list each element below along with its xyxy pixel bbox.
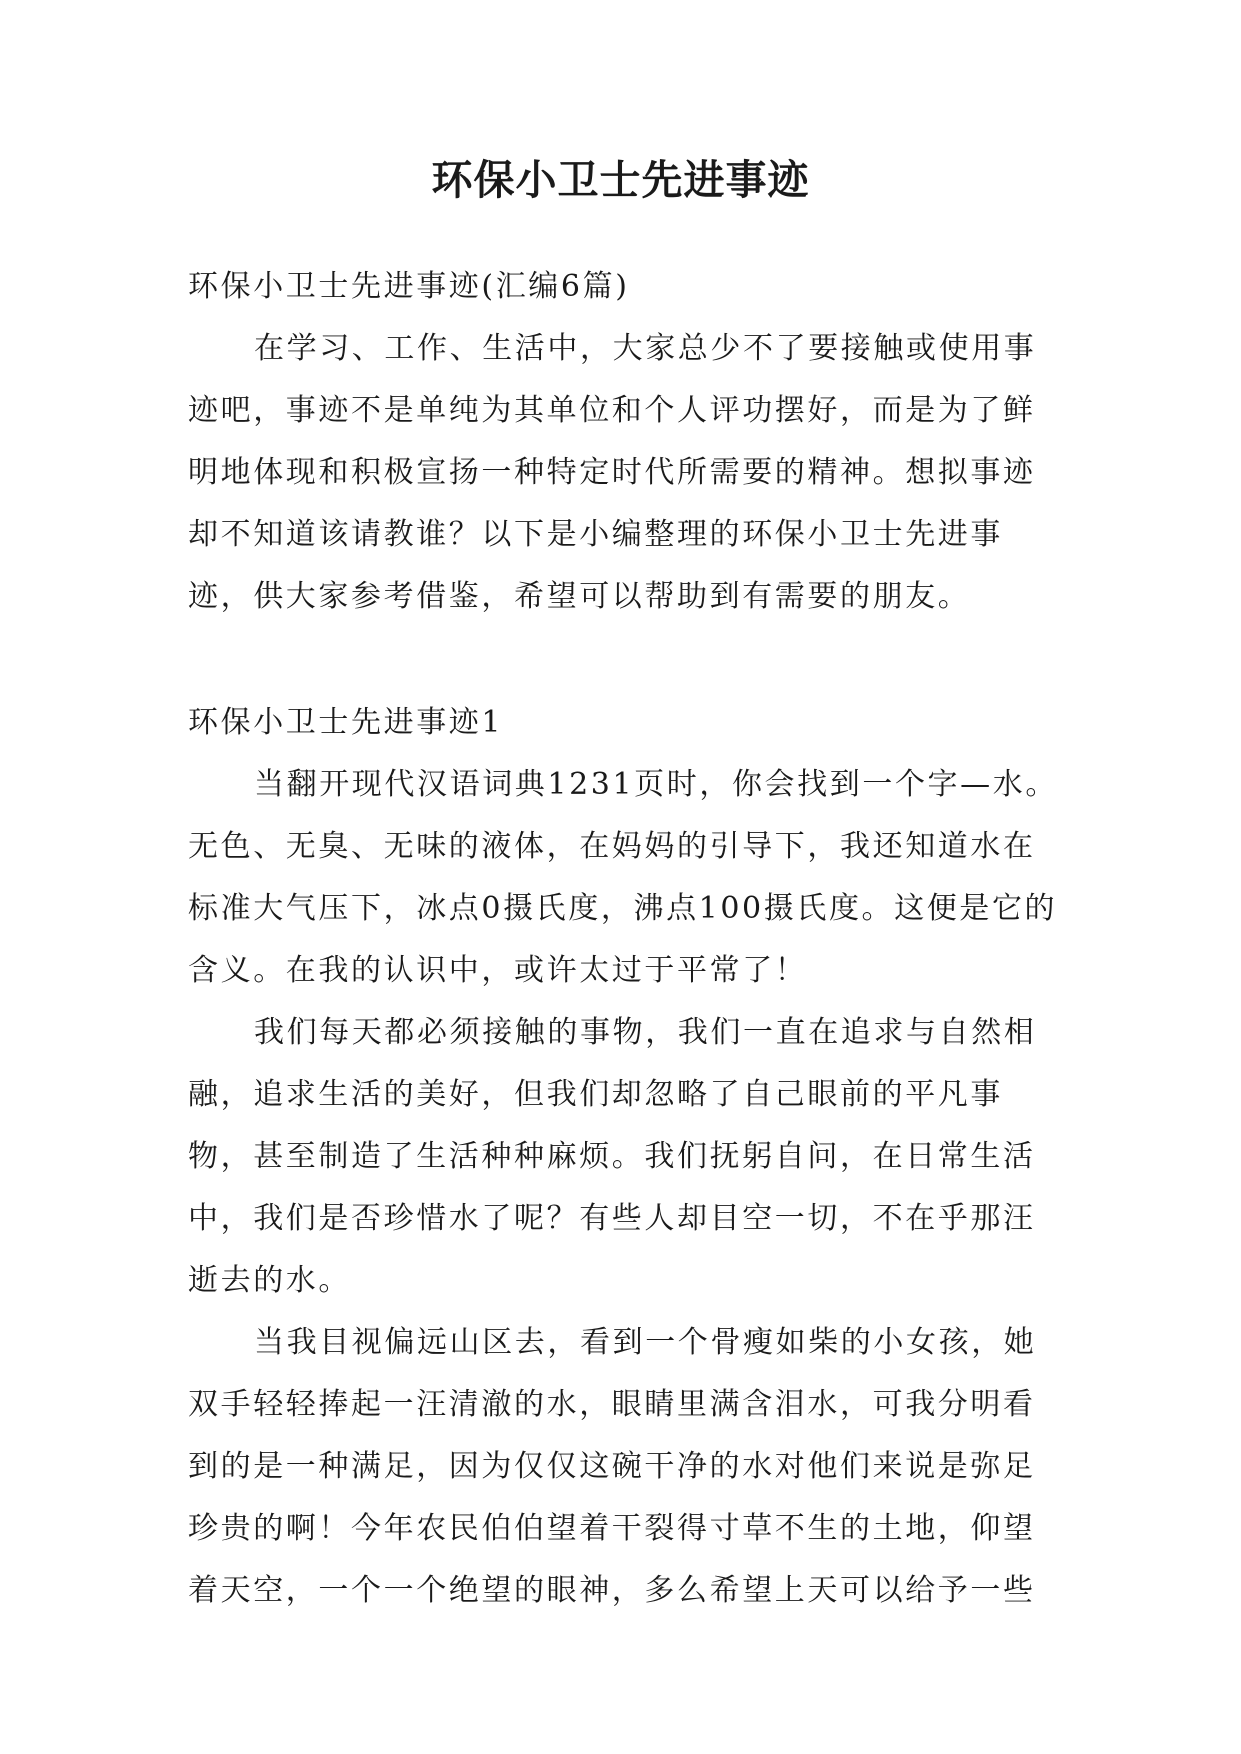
section-spacer	[188, 628, 1068, 692]
body-paragraph: 我们每天都必须接触的事物，我们一直在追求与自然相融，追求生活的美好，但我们却忽略了自己眼前的平凡事物，甚至制造了生活种种麻烦。我们抚躬自问，在日常生活中，我们是否珍惜水了呢？有些人却目空一切，不在乎那汪逝去的水。	[188, 1015, 1037, 1298]
document-title: 环保小卫士先进事迹	[431, 156, 810, 204]
intro-paragraph: 在学习、工作、生活中，大家总少不了要接触或使用事迹吧，事迹不是单纯为其单位和个人评功摆好，而是为了鲜明地体现和积极宣扬一种特定时代所需要的精神。想拟事迹却不知道该请教谁？以下是小编整理的环保小卫士先进事迹，供大家参考借鉴，希望可以帮助到有需要的朋友。	[188, 331, 1037, 614]
body-paragraph: 当翻开现代汉语词典1231页时，你会找到一个字—水。无色、无臭、无味的液体，在妈妈的引导下，我还知道水在标准大气压下，冰点0摄氏度，沸点100摄氏度。这便是它的含义。在我的认识中，或许太过于平常了！	[188, 767, 1058, 988]
document-subtitle: 环保小卫士先进事迹(汇编6篇)	[188, 269, 630, 304]
body-paragraph: 当我目视偏远山区去，看到一个骨瘦如柴的小女孩，她双手轻轻捧起一汪清澈的水，眼睛里满含泪水，可我分明看到的是一种满足，因为仅仅这碗干净的水对他们来说是弥足珍贵的啊！今年农民伯伯望着干裂得寸草不生的土地，仰望着天空，一个一个绝望的眼神，多么希望上天可以给予一些	[188, 1325, 1037, 1608]
section-heading: 环保小卫士先进事迹1	[188, 705, 504, 740]
document-body	[188, 256, 1068, 1622]
